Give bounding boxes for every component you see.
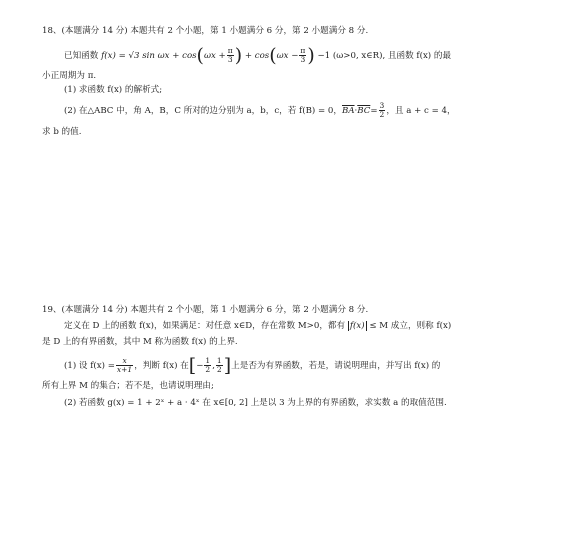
q19-p1-b: ，判断 f(x) 在 [134, 361, 189, 371]
q18-part1: (1) 求函数 f(x) 的解析式; [64, 85, 163, 95]
q18-pi-a: π [227, 46, 233, 55]
q18-num3: 3 [379, 101, 385, 110]
q18-paren-open-1: ( [196, 44, 204, 67]
q18-pi-over-3-b [299, 47, 306, 64]
q19-p1-num: x [116, 357, 133, 366]
q18-f-def: f(x) = √3 sin ωx + cos [101, 51, 197, 61]
q19-def-line [64, 320, 451, 332]
q18-arg1: ωx + [203, 51, 226, 61]
q18-three-a: 3 [227, 55, 233, 64]
q19-int-left [204, 357, 211, 374]
q19-header: 19、(本题满分 14 分) 本题共有 2 个小题，第 1 小题满分 6 分，第 2 小题满分 8 分. [42, 305, 369, 315]
q19-p2: (2) 若函数 g(x) = 1 + 2ˣ + a · 4ˣ 在 x∈[0, 2] 上是以 3 为上界的有界函数，求实数 a 的取值范围. [64, 398, 447, 408]
q18-arg2: ωx − [276, 51, 299, 61]
q18-part2-b: ，且 a + c = 4， [386, 106, 456, 116]
q18-stem-b: 小正周期为 π. [42, 71, 97, 81]
q19-int-r-den: 2 [216, 365, 222, 374]
q18-three-halves [379, 102, 386, 119]
q18-stem-line [64, 44, 451, 68]
q19-part1-line: (1) 设 f(x) = $\frac{x}{x+1}$ ，判断 f(x) 在[− $\frac{1}{2}$ , $\frac{1}{2}$ ]上是否为有界函数，若是，请说明理由，并写出 f(x) 的 [64, 354, 441, 377]
q18-pi-b: π [300, 46, 306, 55]
q18-part2-a: (2) 在△ABC 中，角 A，B，C 所对的边分别为 a，b，c，若 f(B) = 0， [64, 106, 342, 116]
q18-header: 18、(本题满分 14 分) 本题共有 2 个小题，第 1 小题满分 6 分，第 2 小题满分 8 分. [42, 26, 369, 36]
q19-int-l-num: 1 [205, 356, 211, 365]
q18-part2-line [64, 100, 456, 122]
q19-fraction [116, 357, 133, 374]
q18-eq: = [370, 106, 378, 116]
q18-stem-a: 已知函数 [64, 51, 99, 61]
q18-vec-ba: $\overline{BA}$ [342, 106, 355, 116]
q18-paren-close-2: ) [307, 44, 315, 67]
q19-int-right [216, 357, 223, 374]
q19-abs-fx: f(x) [349, 321, 365, 331]
q18-plus-cos: + cos [244, 51, 270, 61]
q18-pi-over-3-a [227, 47, 234, 64]
q18-paren-open-2: ( [269, 44, 277, 67]
q18-dot: · [354, 106, 358, 116]
q18-vec-bc: $\overline{BC}$ [357, 106, 371, 116]
q19-p1-a: (1) 设 f(x) = [64, 361, 115, 371]
q18-tail: −1 (ω>0, x∈R), 且函数 f(x) 的最 [317, 51, 452, 61]
q19-p1-c: 上是否为有界函数，若是，请说明理由，并写出 f(x) 的 [231, 361, 441, 371]
q19-bracket-open: [ [188, 354, 197, 377]
q18-three-b: 3 [300, 55, 306, 64]
q19-bracket-close: ] [223, 354, 232, 377]
q19-def-c: 是 D 上的有界函数，其中 M 称为函数 f(x) 的上界. [42, 337, 238, 347]
q19-def-a: 定义在 D 上的函数 f(x)，如果满足：对任意 x∈D，存在常数 M>0，都有 [64, 321, 346, 331]
q18-paren-close-1: ) [234, 44, 243, 67]
q19-p1-d: 所有上界 M 的集合；若不是，也请说明理由; [42, 381, 214, 391]
q19-def-b: ≤ M 成立，则称 f(x) [369, 321, 452, 331]
q18-den2: 2 [379, 110, 385, 119]
q19-int-r-num: 1 [216, 356, 222, 365]
q18-part2-c: 求 b 的值. [42, 127, 82, 137]
q19-int-l-den: 2 [205, 365, 211, 374]
q19-p1-den: x+1 [116, 365, 133, 374]
